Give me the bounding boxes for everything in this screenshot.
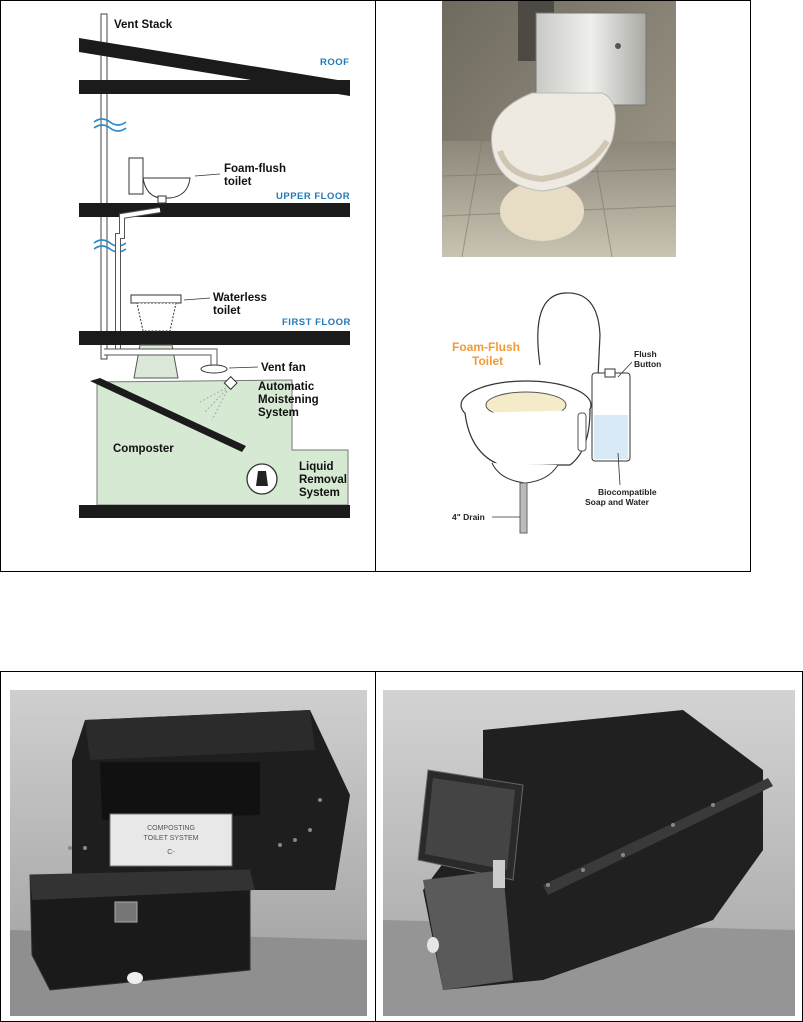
vent-stack-label: Vent Stack: [114, 19, 173, 31]
soap-label-2: Soap and Water: [585, 497, 649, 507]
foam-flush-label-1: Foam-flush: [224, 163, 286, 175]
upper-floor-label: UPPER FLOOR: [276, 191, 351, 202]
composting-system-diagram: [0, 0, 376, 572]
flush-button-label-2: Button: [634, 359, 662, 369]
waterless-label-2: toilet: [213, 305, 241, 317]
composter-open-photo: [383, 690, 795, 1016]
moistening-label-2: Moistening: [258, 394, 319, 406]
composter-label: Composter: [113, 443, 174, 455]
moistening-label-1: Automatic: [258, 381, 315, 393]
flush-button-label-1: Flush: [634, 349, 657, 359]
waterless-label-1: Waterless: [213, 292, 267, 304]
plate-line-1: COMPOSTING: [147, 825, 195, 832]
composter-front-photo: [10, 690, 367, 1016]
plate-line-3: C-: [167, 849, 175, 856]
first-floor-label: FIRST FLOOR: [282, 317, 351, 328]
plate-line-2: TOILET SYSTEM: [143, 835, 199, 842]
liquid-removal-label-3: System: [299, 487, 340, 499]
vent-fan-label: Vent fan: [261, 362, 306, 374]
soap-label-1: Biocompatible: [598, 487, 657, 497]
foam-flush-toilet-photo: [442, 1, 676, 257]
drain-label: 4" Drain: [452, 512, 485, 522]
roof-label: ROOF: [320, 57, 350, 68]
moistening-label-3: System: [258, 407, 299, 419]
foam-flush-title-1: Foam-Flush: [452, 340, 520, 354]
foam-flush-label-2: toilet: [224, 176, 252, 188]
liquid-removal-label-1: Liquid: [299, 461, 334, 473]
liquid-removal-label-2: Removal: [299, 474, 347, 486]
foam-flush-toilet-diagram: [430, 285, 730, 545]
foam-flush-title-2: Toilet: [472, 354, 504, 368]
